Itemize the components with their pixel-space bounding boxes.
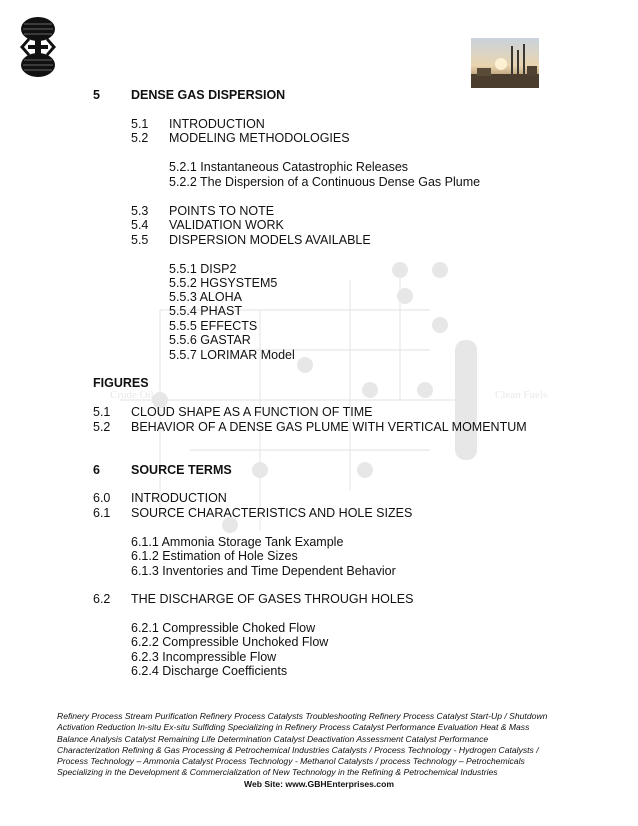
- toc-entry: DISPERSION MODELS AVAILABLE: [169, 233, 371, 247]
- toc-subentry: 5.5.7 LORIMAR Model: [169, 348, 295, 362]
- toc-subentry: 5.2.1 Instantaneous Catastrophic Releases: [169, 160, 409, 174]
- footer-line: Characterization Refining & Gas Processing & Petrochemical Industries Catalysts / Process Technology - Hydrogen Catalysts /: [57, 744, 539, 755]
- website-link[interactable]: Web Site: www.GBHEnterprises.com: [244, 779, 394, 789]
- toc-number: 5.2: [131, 131, 149, 145]
- toc-subentry: 6.1.1 Ammonia Storage Tank Example: [131, 535, 344, 549]
- toc-number: 6.0: [93, 491, 111, 505]
- toc-number: 5.1: [131, 117, 149, 131]
- footer-line: Process Technology – Ammonia Catalyst Process Technology - Methanol Catalysts / process Technology – Petrochemicals: [57, 756, 525, 767]
- toc-number: 6.1: [93, 506, 111, 520]
- toc-subentry: 6.2.4 Discharge Coefficients: [131, 664, 288, 678]
- toc-subentry: 6.1.3 Inventories and Time Dependent Behavior: [131, 564, 396, 578]
- toc-subentry: 6.2.3 Incompressible Flow: [131, 650, 277, 664]
- footer-line: Balance Analysis Catalyst Remaining Life Determination Catalyst Deactivation Assessment Catalyst Performance: [57, 733, 489, 744]
- toc-subentry: 5.5.6 GASTAR: [169, 333, 251, 347]
- toc-subentry: 6.1.2 Estimation of Hole Sizes: [131, 549, 298, 563]
- section-6-number: 6: [93, 463, 100, 477]
- footer-line: Specializing in the Development & Commercialization of New Technology in the Refining & Petrochemical Industries: [57, 767, 498, 778]
- toc-subentry: 5.5.5 EFFECTS: [169, 319, 258, 333]
- toc-subentry: 5.5.3 ALOHA: [169, 290, 242, 304]
- toc-entry: SOURCE CHARACTERISTICS AND HOLE SIZES: [131, 506, 413, 520]
- section-5-title: DENSE GAS DISPERSION: [131, 88, 286, 102]
- figure-number: 5.1: [93, 405, 111, 419]
- figure-entry: BEHAVIOR OF A DENSE GAS PLUME WITH VERTICAL MOMENTUM: [131, 420, 527, 434]
- clean-fuels-label: Clean Fuels: [495, 389, 548, 401]
- toc-subentry: 6.2.1 Compressible Choked Flow: [131, 621, 316, 635]
- figure-number: 5.2: [93, 420, 111, 434]
- footer-line: Activation Reduction In-situ Ex-situ Sulfiding Specializing in Refinery Process Catalyst Performance Evaluation Heat & Mass: [57, 722, 530, 733]
- toc-entry: INTRODUCTION: [131, 491, 227, 505]
- refinery-photo-icon: [471, 38, 539, 88]
- toc-number: 5.4: [131, 218, 149, 232]
- toc-subentry: 5.5.2 HGSYSTEM5: [169, 276, 278, 290]
- toc-entry: VALIDATION WORK: [169, 218, 284, 232]
- toc-subentry: 5.5.1 DISP2: [169, 262, 237, 276]
- toc-number: 5.5: [131, 233, 149, 247]
- gbh-logo-icon: [16, 16, 60, 78]
- toc-number: 6.2: [93, 592, 111, 606]
- section-6-title: SOURCE TERMS: [131, 463, 232, 477]
- section-5-number: 5: [93, 88, 100, 102]
- toc-subentry: 5.2.2 The Dispersion of a Continuous Dense Gas Plume: [169, 175, 481, 189]
- figure-entry: CLOUD SHAPE AS A FUNCTION OF TIME: [131, 405, 373, 419]
- toc-number: 5.3: [131, 204, 149, 218]
- crude-oil-label: Crude Oil: [110, 389, 154, 401]
- toc-entry: MODELING METHODOLOGIES: [169, 131, 350, 145]
- toc-subentry: 6.2.2 Compressible Unchoked Flow: [131, 635, 329, 649]
- toc-entry: POINTS TO NOTE: [169, 204, 275, 218]
- toc-subentry: 5.5.4 PHAST: [169, 304, 242, 318]
- footer-text: [57, 711, 597, 779]
- toc-entry: INTRODUCTION: [169, 117, 265, 131]
- toc-entry: THE DISCHARGE OF GASES THROUGH HOLES: [131, 592, 414, 606]
- footer-line: Refinery Process Stream Purification Refinery Process Catalysts Troubleshooting Refinery Process Catalyst Start-Up / Shutdown: [57, 711, 548, 721]
- figures-heading: FIGURES: [93, 376, 149, 390]
